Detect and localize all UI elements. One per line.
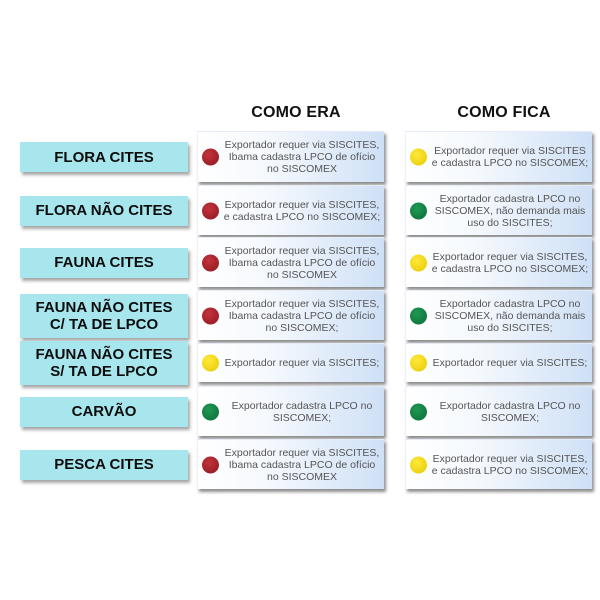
cell-text: Exportador requer via SISCITES, Ibama cadastra LPCO de ofício no SISCOMEX: [224, 446, 380, 483]
cell-era: [197, 237, 384, 287]
category-label: [20, 450, 188, 480]
status-yellow-dot-icon: [202, 355, 219, 372]
status-yellow-dot-icon: [410, 355, 427, 372]
status-red-dot-icon: [202, 254, 219, 271]
table-row: [0, 237, 600, 288]
cell-fica: [405, 343, 592, 382]
cell-fica: [405, 131, 592, 182]
category-label: [20, 248, 188, 278]
cell-text: Exportador requer via SISCITES, Ibama cadastra LPCO de ofício no SISCOMEX: [224, 244, 380, 281]
category-label-text: FAUNA CITES: [54, 254, 154, 271]
cell-fica: [405, 439, 592, 489]
cell-text: Exportador requer via SISCITES, Ibama cadastra LPCO de ofício no SISCOMEX: [224, 139, 380, 175]
cell-text: Exportador requer via SISCITES;: [224, 357, 380, 369]
cell-text: Exportador cadastra LPCO no SISCOMEX;: [439, 399, 581, 424]
cell-era: [197, 343, 384, 382]
category-label: [20, 294, 188, 338]
status-yellow-dot-icon: [410, 254, 427, 271]
table-row: [0, 439, 600, 490]
cell-text: Exportador cadastra LPCO no SISCOMEX, não demanda mais uso do SISCITES;: [434, 192, 586, 229]
category-label-text: FAUNA NÃO CITES S/ TA DE LPCO: [35, 346, 173, 380]
table-row: [0, 185, 600, 236]
category-label: [20, 196, 188, 226]
status-green-dot-icon: [202, 403, 219, 420]
cell-fica: [405, 290, 592, 340]
cell-text: Exportador cadastra LPCO no SISCOMEX;: [231, 399, 373, 424]
category-label-text: FLORA NÃO CITES: [35, 202, 173, 219]
cell-fica: [405, 185, 592, 235]
cell-text: Exportador requer via SISCITES;: [432, 357, 588, 369]
cell-fica: [405, 386, 592, 436]
category-label: [20, 341, 188, 385]
cell-era: [197, 439, 384, 489]
status-green-dot-icon: [410, 307, 427, 324]
category-label-text: CARVÃO: [71, 403, 137, 420]
category-label-text: FAUNA NÃO CITES C/ TA DE LPCO: [35, 298, 173, 333]
cell-text: Exportador requer via SISCITES, e cadastra LPCO no SISCOMEX;: [431, 250, 589, 275]
cell-era: [197, 386, 384, 436]
cell-text: Exportador requer via SISCITES e cadastra LPCO no SISCOMEX;: [431, 145, 589, 169]
category-label-text: FLORA CITES: [54, 148, 154, 166]
status-red-dot-icon: [202, 149, 219, 166]
category-label: [20, 397, 188, 427]
cell-fica: [405, 237, 592, 287]
header-como-era: COMO ERA: [251, 104, 341, 121]
status-red-dot-icon: [202, 456, 219, 473]
cell-era: [197, 185, 384, 235]
table-row: [0, 290, 600, 341]
status-yellow-dot-icon: [410, 149, 427, 166]
status-red-dot-icon: [202, 307, 219, 324]
status-green-dot-icon: [410, 202, 427, 219]
cell-text: Exportador requer via SISCITES, Ibama cadastra LPCO de ofício no SISCOMEX;: [224, 297, 380, 334]
status-green-dot-icon: [410, 403, 427, 420]
table-row: [0, 343, 600, 383]
category-label-text: PESCA CITES: [54, 456, 154, 473]
table-row: [0, 386, 600, 437]
cell-text: Exportador requer via SISCITES, e cadastra LPCO no SISCOMEX;: [223, 198, 381, 223]
cell-era: [197, 290, 384, 340]
table-row: [0, 131, 600, 183]
status-yellow-dot-icon: [410, 456, 427, 473]
cell-era: [197, 131, 384, 182]
status-red-dot-icon: [202, 202, 219, 219]
header-como-fica: COMO FICA: [457, 104, 551, 121]
cell-text: Exportador cadastra LPCO no SISCOMEX, não demanda mais uso do SISCITES;: [434, 297, 586, 334]
cell-text: Exportador requer via SISCITES, e cadastra LPCO no SISCOMEX;: [431, 452, 589, 477]
category-label: [20, 142, 188, 172]
